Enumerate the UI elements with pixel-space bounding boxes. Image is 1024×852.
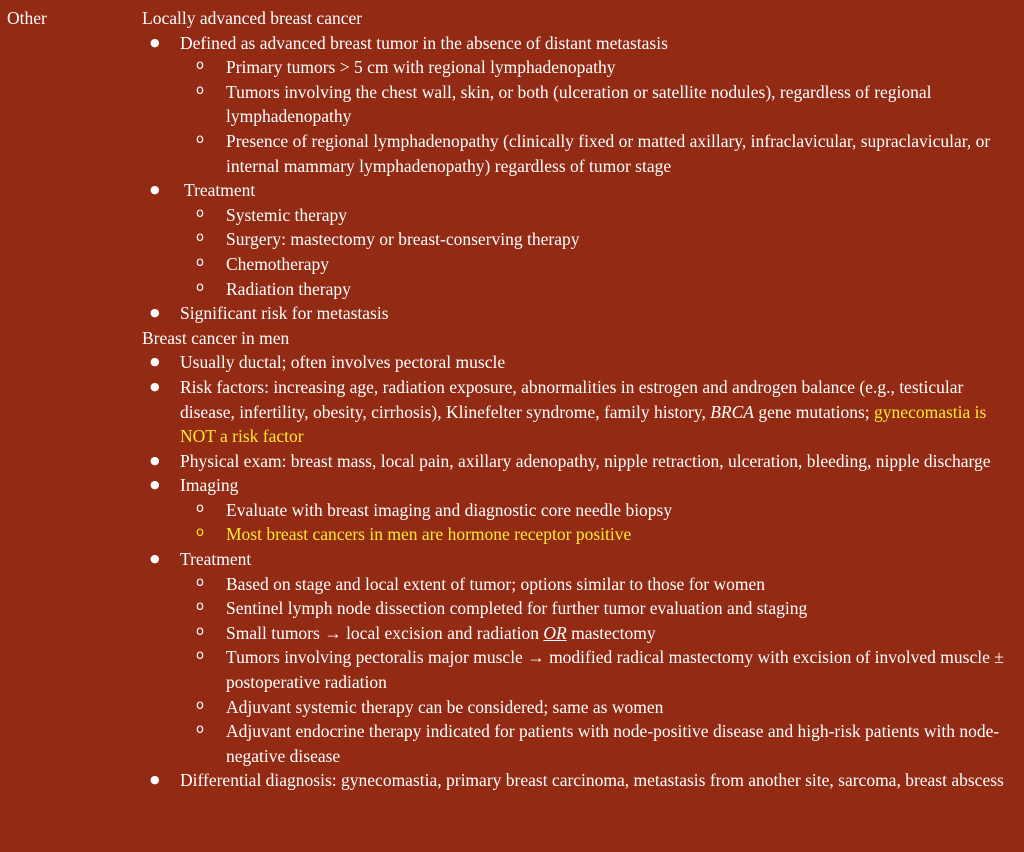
list-item	[142, 178, 1012, 301]
list-item: o Tumors involving pectoralis major muscle → modified radical mastectomy with excision of involved muscle ± postoperative radiation	[180, 645, 1012, 694]
list-item: o Based on stage and local extent of tumor; options similar to those for women	[180, 572, 1012, 597]
lab-treatment-sublist	[180, 203, 1012, 301]
list-item: o Adjuvant systemic therapy can be considered; same as women	[180, 695, 1012, 720]
men-list	[142, 350, 1012, 793]
men-treatment: Treatment	[180, 549, 252, 570]
section-title-men: Breast cancer in men	[142, 327, 290, 348]
list-item	[180, 621, 1012, 646]
list-item: ● Differential diagnosis: gynecomastia, primary breast carcinoma, metastasis from another site, sarcoma, breast abscess	[142, 768, 1012, 793]
risk-factors-text-2: gene mutations;	[753, 401, 875, 422]
list-item: o Tumors involving the chest wall, skin, or both (ulceration or satellite nodules), regardless of regional lymphadenopathy	[180, 80, 1012, 129]
list-item: o Surgery: mastectomy or breast-conserving therapy	[180, 227, 1012, 252]
list-item-highlight: o Most breast cancers in men are hormone receptor positive	[180, 522, 1012, 547]
men-treatment-sublist	[180, 572, 1012, 769]
list-item: o Presence of regional lymphadenopathy (clinically fixed or matted axillary, infraclavicular, supraclavicular, or internal mammary lymphadenopathy) regardless of tumor stage	[180, 129, 1012, 178]
row-label: Other	[7, 8, 47, 28]
list-item: ● Usually ductal; often involves pectoral muscle	[142, 350, 1012, 375]
lab-definition-sublist	[180, 55, 1012, 178]
list-item: o Sentinel lymph node dissection completed for further tumor evaluation and staging	[180, 596, 1012, 621]
lab-treatment: Treatment	[184, 180, 256, 201]
imaging-sublist	[180, 498, 1012, 547]
list-item: o Radiation therapy	[180, 277, 1012, 302]
list-item: o Systemic therapy	[180, 203, 1012, 228]
list-item: o Evaluate with breast imaging and diagnostic core needle biopsy	[180, 498, 1012, 523]
lab-list	[142, 31, 1012, 326]
list-item: ● Physical exam: breast mass, local pain, axillary adenopathy, nipple retraction, ulceration, bleeding, nipple discharge	[142, 449, 1012, 474]
lab-definition: Defined as advanced breast tumor in the absence of distant metastasis	[180, 32, 668, 53]
list-item: o Primary tumors > 5 cm with regional lymphadenopathy	[180, 55, 1012, 80]
imaging-heading: Imaging	[180, 475, 239, 496]
small-tumors-text-2: mastectomy	[566, 622, 656, 643]
list-item: ● Significant risk for metastasis	[142, 301, 1012, 326]
list-item	[142, 31, 1012, 179]
risk-highlight: gynecomastia is NOT a risk factor	[180, 401, 987, 447]
list-item	[142, 473, 1012, 547]
small-tumors-text: Small tumors → local excision and radiation	[226, 622, 544, 643]
list-item: o Adjuvant endocrine therapy indicated for patients with node-positive disease and high-risk patients with node-negative disease	[180, 719, 1012, 768]
list-item	[142, 547, 1012, 768]
notes-content	[142, 6, 1012, 793]
or-emphasis: OR	[543, 622, 567, 643]
section-title-lab: Locally advanced breast cancer	[142, 8, 363, 28]
list-item	[142, 375, 1012, 449]
brca-term: BRCA	[710, 401, 754, 422]
risk-factors-text: Risk factors: increasing age, radiation exposure, abnormalities in estrogen and androgen balance (e.g., testicular disease, infertility, obesity, cirrhosis), Klinefelter syndrome, family history,	[180, 376, 964, 422]
list-item: o Chemotherapy	[180, 252, 1012, 277]
